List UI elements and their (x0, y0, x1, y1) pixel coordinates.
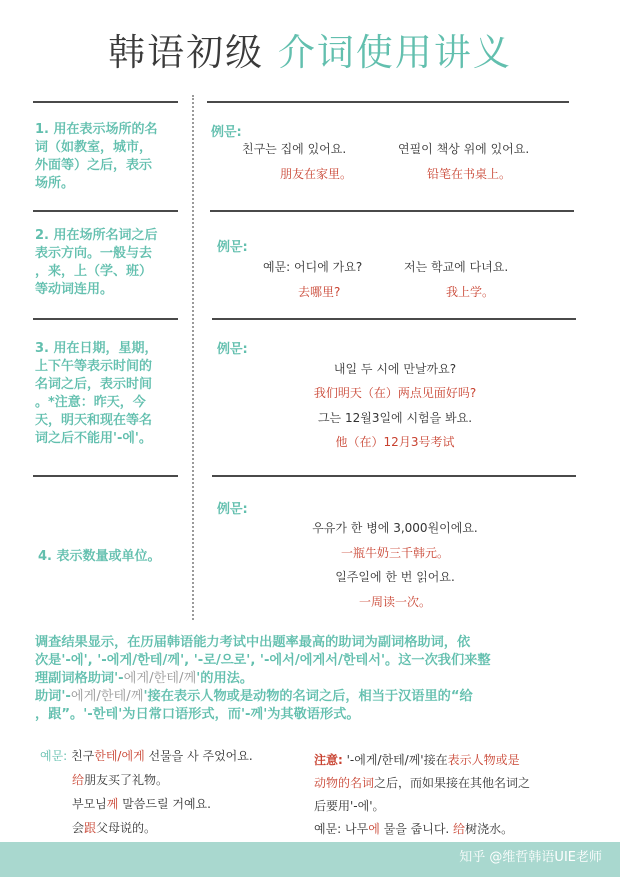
example-cn: 他（在）12月3号考试 (335, 435, 455, 449)
bottom-right-note: 注意: '-에게/한테/께'接在表示人物或是 动物的名词之后，而如果接在其他名词之 后要用'-에'。 예문: 나무에 물을 줍니다. 给树浇水。 (314, 753, 531, 836)
left-divider (33, 101, 178, 103)
watermark: 知乎 @维哲韩语UIE老师 (459, 850, 602, 865)
left-divider (33, 475, 178, 477)
right-divider (212, 475, 576, 477)
example-kr: 일주일에 한 번 읽어요. (335, 570, 455, 584)
example-cn: 我们明天（在）两点见面好吗? (313, 386, 477, 400)
rule-3: 3. 用在日期，星期， 上下午等表示时间的 名词之后，表示时间 。*注意：昨天，今 天，明天和现在等名 词之后不能用'-에'。 (35, 341, 158, 446)
example-label: 例문: (211, 125, 242, 140)
example-kr: 친구는 집에 있어요. (242, 142, 347, 156)
example-cn: 我上学。 (446, 285, 495, 299)
example-kr: 내일 두 시에 만날까요? (333, 362, 457, 376)
example-kr: 우유가 한 병에 3,000원이에요. (312, 521, 478, 535)
example-kr: 그는 12월3일에 시험을 봐요. (317, 411, 473, 425)
right-divider (207, 101, 569, 103)
example-cn: 去哪里? (298, 285, 341, 299)
title-part2: 介词使用讲义 (277, 31, 512, 74)
example-cn: 一周读一次。 (358, 595, 431, 609)
example-cn: 铅笔在书桌上。 (427, 167, 512, 181)
title-part1: 韩语初级 (108, 31, 265, 74)
left-divider (33, 318, 178, 320)
bottom-left-examples: 예문: 친구한테/에게 선물을 사 주었어요. 给朋友买了礼物。 부모님께 말씀드릴 거예요. 会跟父母说的。 (40, 749, 253, 835)
rule-1: 1. 用在表示场所的名 词（如教室，城市， 外面等）之后，表示 场所。 (35, 122, 158, 191)
example-label: 例문: (217, 342, 248, 357)
right-divider (212, 318, 576, 320)
page-title (0, 22, 620, 76)
example-label: 例문: (217, 240, 248, 255)
example-label: 例문: (217, 502, 248, 517)
right-divider (210, 210, 574, 212)
rule-2: 2. 用在场所名词之后 表示方向。一般与去 ，来，上（学、班） 等动词连用。 (35, 228, 158, 297)
summary-paragraph: 调查结果显示，在历届韩语能力考试中出题率最高的助词为副词格助词，依 次是'-에', '-에게/한테/께', '-로/으로', '-에서/에게서/한테서'。这一次我们来整 理副词格助词'-에게/한테/께'的用法。 助词'-에게/한테/께'接在表示人物或是动物的名词之后，相当于汉语里的“给 ，跟”。'-한테'为日常口语形式，而'-께'为其敬语形式。 (35, 635, 491, 722)
example-kr: 연필이 책상 위에 있어요. (398, 142, 530, 156)
example-kr: 예문: 어디에 가요? (263, 260, 363, 274)
column-separator (192, 95, 194, 620)
left-divider (33, 210, 178, 212)
example-cn: 一瓶牛奶三千韩元。 (340, 546, 449, 560)
example-cn: 朋友在家里。 (280, 167, 353, 181)
example-kr: 저는 학교에 다녀요. (404, 260, 509, 274)
rule-4: 4. 表示数量或单位。 (38, 549, 161, 564)
